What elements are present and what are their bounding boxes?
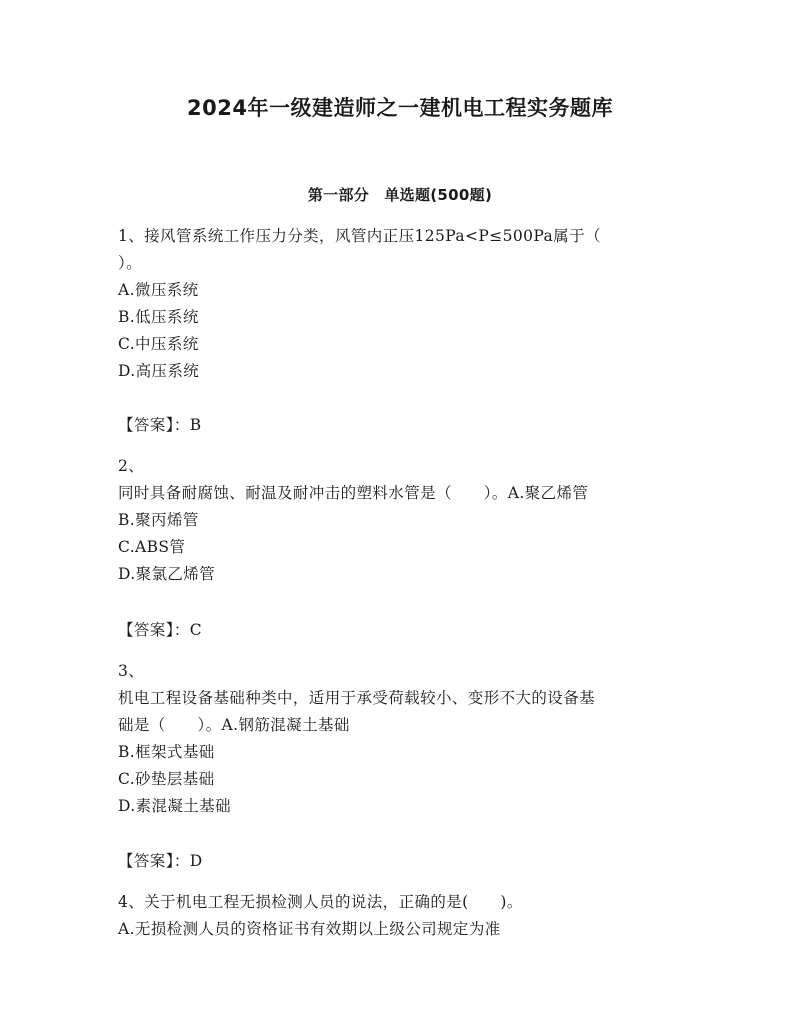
answer-value: D (189, 852, 203, 870)
question-2-option-d: D.聚氯乙烯管 (118, 565, 216, 583)
answer-value: C (189, 621, 203, 639)
question-2-option-c: C.ABS管 (118, 538, 186, 556)
question-3-option-c: C.砂垫层基础 (118, 770, 215, 788)
question-1-option-a: A.微压系统 (118, 281, 199, 299)
question-3-stem-line-1: 机电工程设备基础种类中，适用于承受荷载较小、变形不大的设备基 (118, 689, 596, 707)
section-title: 第一部分 单选题(500题) (307, 186, 493, 204)
question-1-option-b: B.低压系统 (118, 308, 199, 326)
question-1-option-d: D.高压系统 (118, 362, 200, 380)
question-1-stem-line-1: 1、接风管系统工作压力分类，风管内正压125Pa<P≤500Pa属于（ (118, 227, 601, 245)
question-3-option-d: D.素混凝土基础 (118, 797, 232, 815)
answer-label: 【答案】： (118, 416, 190, 434)
answer-value: B (189, 416, 202, 434)
question-1-option-c: C.中压系统 (118, 335, 199, 353)
question-1-answer (118, 413, 202, 437)
document-title: 2024年一级建造师之一建机电工程实务题库 (187, 96, 613, 120)
question-3-stem-line-2: 础是（ ）。A.钢筋混凝土基础 (118, 716, 350, 734)
question-2-answer (118, 618, 202, 642)
question-3-option-b: B.框架式基础 (118, 743, 215, 761)
question-4-stem-line-1: 4、关于机电工程无损检测人员的说法，正确的是( )。 (118, 893, 523, 911)
answer-label: 【答案】： (118, 621, 190, 639)
question-2-option-b: B.聚丙烯管 (118, 511, 199, 529)
question-2-number: 2、 (118, 457, 145, 475)
question-2-stem-line-1: 同时具备耐腐蚀、耐温及耐冲击的塑料水管是（ ）。A.聚乙烯管 (118, 484, 589, 502)
question-1-stem-line-2: ）。 (118, 254, 143, 272)
question-4-option-a: A.无损检测人员的资格证书有效期以上级公司规定为准 (118, 920, 501, 938)
question-3-number: 3、 (118, 662, 145, 680)
question-3-answer (118, 849, 203, 873)
answer-label: 【答案】： (118, 852, 190, 870)
